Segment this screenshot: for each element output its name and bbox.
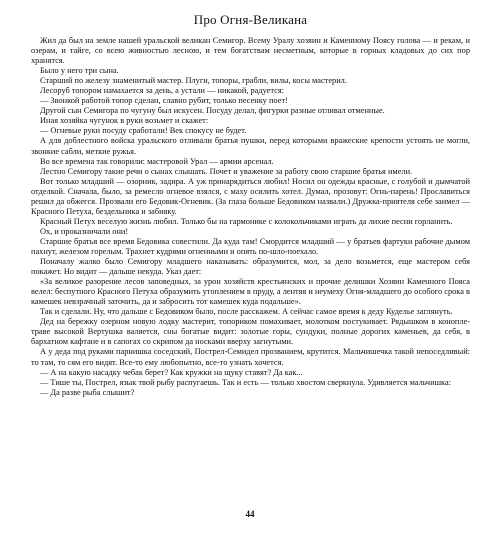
paragraph: А у деда под руками парнишка соседский, Пострел-Семидел прозванием, крутится. Мальчишечка такой непоседливый: то там, то сям его видят. Все-то ему любопытно, все-то узнать хочется. [31, 347, 470, 367]
paragraph: А для доблестного войска уральского отливали братья пушки, перед которыми вражеские крепости устоять не могли, звонкие сабли, меткие ружья. [31, 136, 470, 156]
paragraph: — Да разве рыба слышит? [40, 387, 135, 397]
story-body [31, 36, 470, 398]
paragraph: Другой сын Семигора по чугуну был искусен. Посуду делал, фигурки разные отливал отменные. [40, 106, 385, 116]
paragraph: Старший по железу знаменитый мастер. Плуги, топоры, грабли, вилы, косы мастерил. [40, 76, 347, 86]
paragraph: Жил да был на земле нашей уральской великан Семигор. Всему Уралу хозяин и Каменному Поясу голова — и рекам, и озерам, и тайге, со всею живностью лесною, и тем богатствам несметным, которые в горных кладовых до сих пор хранятся. [31, 36, 470, 66]
paragraph: Старшие братья все время Бедовика совестили. Да куда там! Смордится младший — у братьев фартуки рабочие дымом пахнут, железом горелым. Трахнет кудрями огненными и опять по-шло-поехало. [31, 236, 470, 256]
paragraph: — Огневые руки посуду сработали! Век спокусу не будет. [40, 126, 247, 136]
paragraph: Так и сделали. Ну, что дальше с Бедовиком было, после расскажем. А сейчас самое время к деду Куделье заглянуть. [40, 307, 453, 317]
paragraph: Вот только младший — озорник, задира. А уж принарядиться любил! Носил он одежды красные, с голубой и дымчатой отделкой. Сначала, было, за ремесло огневое взялся, с маху осилить хотел. Думал, прозовут: Огнь-парень! Прославиться решил да обжегся. Прозвали его Бедовик-Огневик. (За глаза больше Бедовиком назвали.) Дружка-приятеля себе заимел — Красного Петуха, бездельника и забияку. [31, 176, 470, 216]
paragraph: Во все времена так говорили: мастеровой Урал — армии арсенал. [40, 156, 274, 166]
paragraph: Было у него три сына. [40, 66, 119, 76]
paragraph: Дед на бережку озерном новую лодку мастерит, топориком помахивает, молотком постукивает. Рядышком в конопле-траве высокой Вертушка валяется, сны богатые видит: золотые горы, сундуки, полные дорогих каменьев, да себя, в бархатном кафтане и в сапогах со скрипом да носками вверху загнутыми. [31, 317, 470, 347]
paragraph: Поначалу жалко было Семигору младшего наказывать: образумится, мол, за дело возьмется, еще мастером себя покажет. Но видит — дальше некуда. Указ дает: [31, 257, 470, 277]
page-number: 44 [245, 509, 255, 519]
paragraph: — Звонкой работой топор сделан, славно рубит, только песенку поет! [40, 96, 288, 106]
paragraph: Лесоруб топором намахается за день, а устали — никакой, радуется: [40, 86, 284, 96]
story-title: Про Огня-Великана [193, 12, 308, 27]
paragraph: Красный Петух веселую жизнь любил. Только бы на гармонике с колокольчиками играть да лихие песни горланить. [40, 216, 453, 226]
paragraph: Ох, и проказничали они! [40, 226, 129, 236]
paragraph: «За великое разорение лесов заповедных, за урон хозяйств крестьянских и прочие делишки Хозяин Каменного Пояса велел: беспутного Красного Петуха образумить утоплением в пруду, а лентяя и неумеху Огня-младшего до особого срока в камешек невзрачный заточить, да и забросить тот камешек куда подальше». [31, 277, 470, 307]
paragraph: — Тише ты, Пострел, язык твой рыбу распугаешь. Так и есть — только хвостом сверкнула. Удивляется мальчишка: [40, 377, 451, 387]
paragraph: Лестно Семигору такие речи о сынах слышать. Почет и уважение за работу свою старшие братья имели. [40, 166, 413, 176]
paragraph: Иная хозяйка чугунок в руки возьмет и скажет: [40, 116, 209, 126]
paragraph: — А на какую насадку чебак берет? Как кружки на щуку ставят? Да как... [40, 367, 303, 377]
